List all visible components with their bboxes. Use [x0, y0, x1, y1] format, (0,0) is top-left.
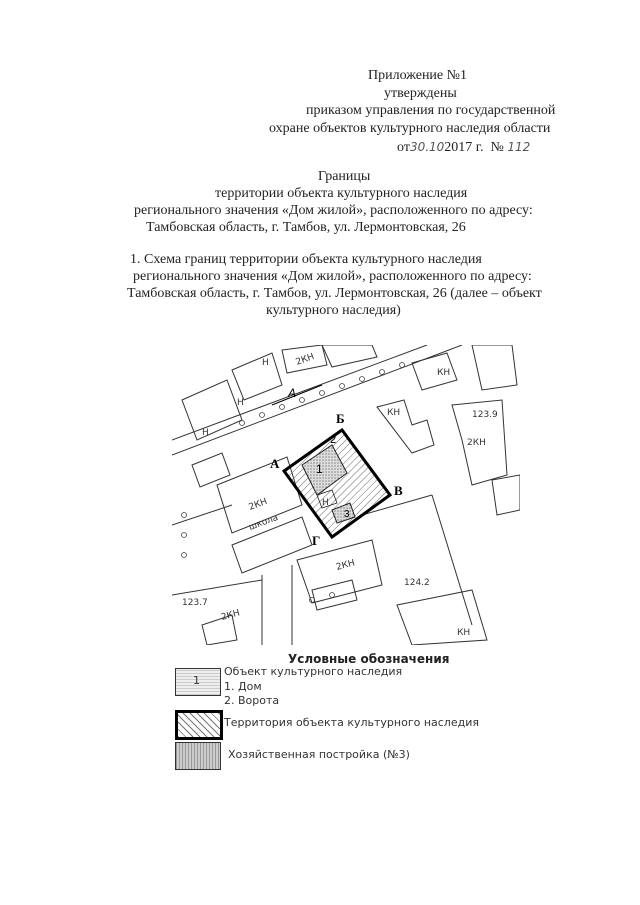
boundary-scheme-map	[172, 345, 520, 645]
map-label: Н	[322, 498, 329, 508]
map-label: школа	[247, 513, 280, 533]
order-date-line	[397, 139, 530, 156]
date-year: 2017 г.	[444, 140, 484, 155]
number-prefix: №	[490, 140, 504, 155]
legend-territory-swatch	[175, 710, 223, 740]
approved-label: утверждены	[384, 86, 457, 101]
map-label: Н	[202, 428, 209, 438]
object-number: 1	[316, 462, 323, 476]
map-label: 2КН	[467, 438, 486, 448]
number-handwritten: 112	[507, 140, 531, 154]
section1-line-2: регионального значения «Дом жилой», расположенного по адресу:	[133, 269, 532, 284]
date-prefix: от	[397, 140, 410, 155]
section1-line-3: Тамбовская область, г. Тамбов, ул. Лермонтовская, 26 (далее – объект	[127, 286, 542, 301]
point-g-label: Г	[312, 533, 321, 548]
date-handwritten: 30.10	[409, 140, 445, 154]
legend-object-sub1: 1. Дом	[224, 680, 262, 693]
gate-number: 2	[330, 434, 337, 446]
map-label: КН	[457, 628, 471, 638]
section1-line-4: культурного наследия)	[266, 303, 401, 318]
elevation-label: 123.7	[182, 598, 208, 608]
map-label: Н	[237, 398, 244, 408]
street-letter: А	[288, 386, 297, 400]
elevation-label: 124.2	[404, 578, 430, 588]
legend-object-num: 1	[193, 674, 200, 687]
point-v-label: В	[394, 483, 403, 498]
map-label: Н	[262, 358, 269, 368]
map-label: КН	[387, 408, 401, 418]
legend-object-title: Объект культурного наследия	[224, 665, 403, 678]
map-label: 2КН	[294, 351, 316, 368]
title-line-3: регионального значения «Дом жилой», расположенного по адресу:	[134, 203, 533, 218]
appendix-label: Приложение №1	[368, 68, 467, 83]
title-line-4: Тамбовская область, г. Тамбов, ул. Лермонтовская, 26	[146, 220, 466, 235]
map-label: 2КН	[220, 608, 242, 623]
map-label: КН	[437, 368, 451, 378]
order-line-2: охране объектов культурного наследия области	[269, 121, 551, 136]
elevation-label: 123.9	[472, 410, 498, 420]
section1-line-1: 1. Схема границ территории объекта культурного наследия	[130, 252, 482, 267]
title-line-2: территории объекта культурного наследия	[215, 186, 468, 201]
order-line-1: приказом управления по государственной	[306, 103, 556, 118]
outbuilding-number: 3	[344, 509, 350, 520]
legend-outbuilding-swatch	[175, 742, 221, 770]
legend-object-sub2: 2. Ворота	[224, 694, 280, 707]
map-label: 2КН	[335, 558, 357, 573]
legend-territory-label: Территория объекта культурного наследия	[224, 716, 479, 729]
title-line-1: Границы	[318, 169, 371, 184]
point-b-label: Б	[336, 411, 345, 426]
legend-title: Условные обозначения	[288, 652, 450, 666]
legend-outbuilding-label: Хозяйственная постройка (№3)	[228, 748, 410, 761]
point-a-label: А	[270, 456, 280, 471]
map-label: 2КН	[247, 496, 269, 513]
